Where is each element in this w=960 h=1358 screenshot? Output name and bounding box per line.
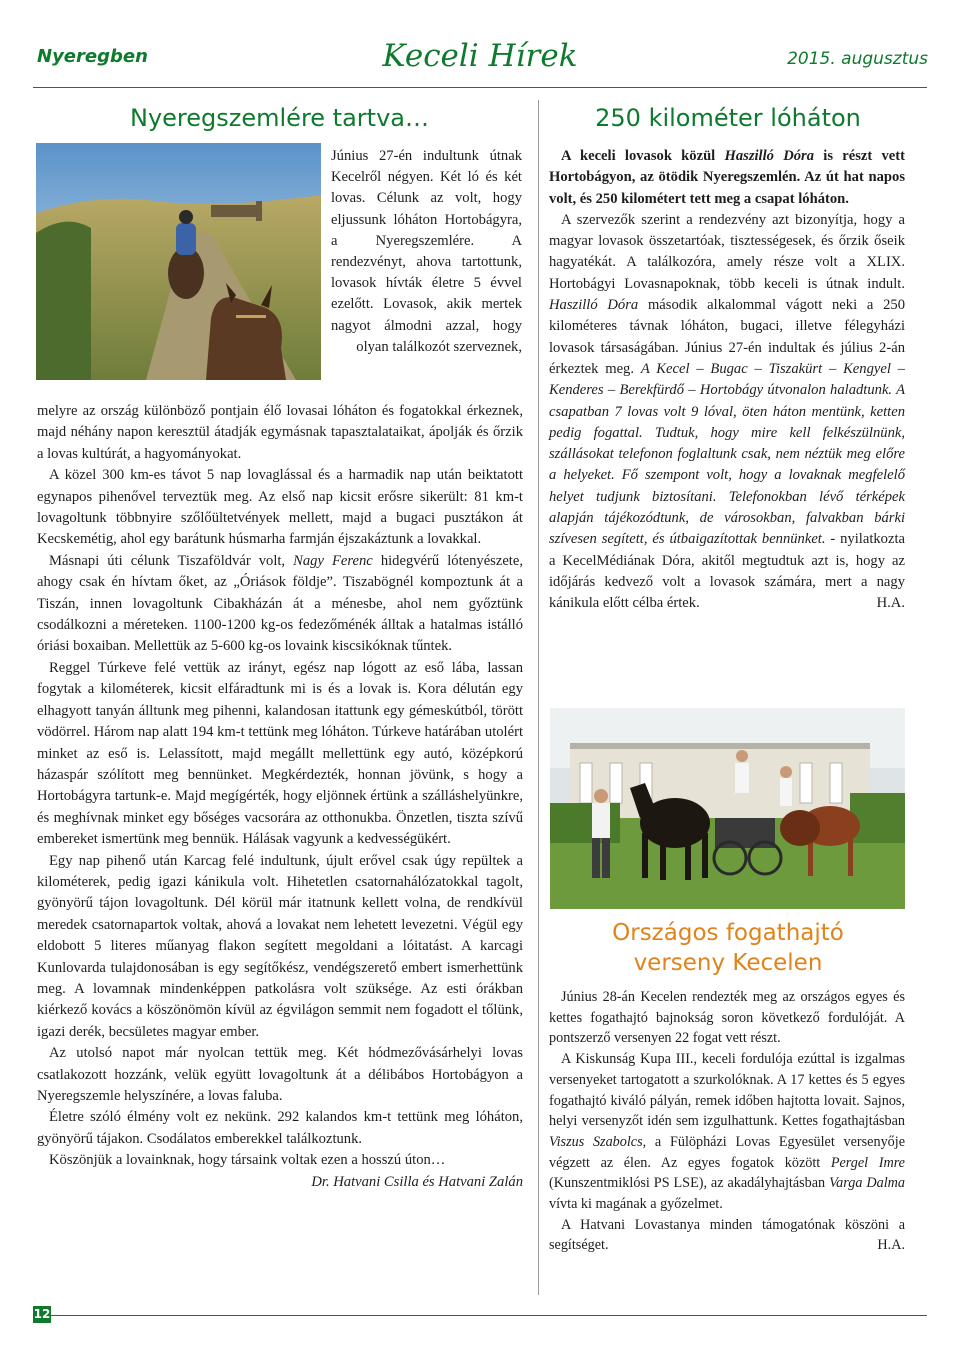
left-article-p6: Az utolsó napot már nyolcan tettük meg. Két hódmezővásárhelyi lovas csatlakozott hozzánk, velük együtt lovagoltunk át a délibábos Hortobágyon a Nyeregszemle helyszínére, a lovas faluba. xyxy=(37,1045,523,1104)
fogat-article-p2: A Kiskunság Kupa III., keceli fordulója ezúttal is izgalmas versenyeket tartogatott a szurkolóknak. A 17 kettes és 5 egyes fogathajtó kiváló pályán, remek időben hajtotta lovait. Sajnos, helyi versenyzőt idén sem izgulhattunk. Kettes fogathajtásban Viszus Szabolcs, a Fülöpházi Lovas Egyesület versenyője végzett az élen. Az egyes fogatok között Pergel Imre (Kunszentmiklósi PS LSE), az akadályhajtásban Varga Dalma vívta ki magának a győzelmet. xyxy=(549,1051,905,1213)
page-number: 12 xyxy=(33,1307,51,1321)
fogat-article-signature: H.A. xyxy=(877,1237,905,1254)
left-article-title: Nyeregszemlére tartva… xyxy=(130,104,429,132)
header-section-label: Nyeregben xyxy=(37,46,148,67)
footer-rule xyxy=(51,1315,927,1316)
issue-date: 2015. augusztus xyxy=(787,49,928,69)
left-article-p8: Köszönjük a lovainknak, hogy társaink voltak ezen a hosszú úton… xyxy=(49,1152,446,1169)
fogat-article-title: Országos fogathajtó verseny Kecelen xyxy=(612,920,844,976)
left-article-p2: A közel 300 km-es távot 5 nap lovaglással és a harmadik nap után beiktatott egynapos pihenővel terveztük meg. Az első nap kicsit erősre sikerült: 81 km-t lovagoltunk többnyire szőlőültetvények mellett, majd a bugaci pusztákon át Kecskemétig, ahol egy barátunk húsmarha farmján éjszakáztunk a lovakkal. xyxy=(37,467,523,548)
masthead-title: Keceli Hírek xyxy=(382,38,578,74)
left-article-intro: Június 27-én indultunk útnak Kecelről négyen. Két ló és két lovas. Célunk az volt, hogy eljussunk lóháton Hortobágyra, a Nyeregszemlére. A rendezvényt, ahova tartottunk, lovasok hívták életre 5 évvel ezelőtt. Lovasok, akik mertek nagyot álmodni azzal, hogy olyan találkozót szerveznek, xyxy=(331,148,522,355)
left-article-p1: melyre az ország különböző pontjain élő lovasai lóháton és fogatokkal érkeznek, majd néhány napon keresztül átadják egymásnak tapasztalataikat, ápolják és őrzik a lovas kultúrát, a hagyományokat. xyxy=(37,403,523,462)
right-article-body: A szervezők szerint a rendezvény azt bizonyítja, hogy a magyar lovasok összetartóak, tisztességesek, és őrzik őseik hagyatékát. A találkozóra, amely része volt a XLIX. Hortobágyi Lovasnapoknak, több keceli is útnak indult. Haszilló Dóra második alkalommal vágott neki a 250 kilométeres távnak lóháton, bugaci, illetve félegyházi lovasok társaságában. Június 27-én indultak és július 2-án érkeztek meg. A Kecel – Bugac – Tiszakürt – Kengyel – Kenderes – Berekfürdő – Hortobágy útvonalon haladtunk. A csapatban 7 lovas volt 9 lóval, öten háton mentünk, ketten pedig fogattal. Tudtuk, hogy mire kell felkészülnünk, szállásokat telefonon foglaltunk csak, nem néztük meg előre a helyeket. Fő szempont volt, hogy a lovaknak megfelelő helyet tudjunk biztosítani. Telefonokban lévő térképek alapján tájékozódtunk, de városokban, falvakban bárki szívesen segített, és útbaigazítottak bennünket. - nyilatkozta a KecelMédiának Dóra, akitől megtudtuk azt is, hogy az időjárás kedvező volt a lovasok számára, mert a nagy kánikula előtt célba értek. H.A. xyxy=(549,210,905,615)
left-article-signature: Dr. Hatvani Csilla és Hatvani Zalán xyxy=(311,1173,523,1190)
left-article-p3: Másnapi úti célunk Tiszaföldvár volt, Nagy Ferenc hidegvérű lótenyészete, ahogy csak én hívtam őket, az „Óriások földje”. Tiszabögnél kompoztunk át a Tiszán, innen lovagoltunk Cibakházán át a ménesbe, ahol nem győztünk csodálkozni a méreteken. 1100-1200 kg-os fedezőménék álltak a hatalmas istálló óriási boxaiban. Mellettük az 5-600 kg-os lovaink kiscsikóknak tűntek. xyxy=(37,552,523,655)
left-article-p7: Életre szóló élmény volt ez nekünk. 292 kalandos km-t tettünk meg lóháton, gyönyörű tájakon. Csodálatos emberekkel találkoztunk. xyxy=(37,1109,523,1147)
fogat-article-p1: Június 28-án Kecelen rendezték meg az országos egyes és kettes fogathajtó bajnokság soron következő fordulóját. A pontszerző versenyen 22 fogat vett részt. xyxy=(549,989,905,1047)
left-article-p5: Egy nap pihenő után Karcag felé indultunk, újult erővel csak úgy repültek a kilométerek, pedig igazi kánikula volt. Hihetetlen csatornahálózatokkal tagolt, gyönyörű tájon lovagoltunk. Dél körül már itatnunk kellett volna, de rendkívül meredek csatornapartok voltak, ahová a lovakat nem lehetett levezetni. Végül egy eldobott 5 literes műanyag flakon segített megoldani a lóitatást. A karcagi Kunlovarda tulajdonosában is egy segítőkész, vendégszerető embert ismerhettünk meg. A lovamnak mindenképpen patkolásra volt szüksége. Az esti órákban kiérkező kovács a köszönömön kívül az égvilágon semmit nem fogadott el tőlünk, igazi derék, becsületes magyar ember. xyxy=(37,852,523,1040)
left-article-p4: Reggel Túrkeve felé vettük az irányt, egész nap lógott az eső lába, lassan fogytak a kilométerek, kicsit elfáradtunk mi is és a lovak is. Kora délután egy elhagyott tanyán álltunk meg pihenni, kalandosan itattunk egy gémeskútból, törött vödörrel. Három nap alatt 194 km-t tettünk meg lóháton. Túrkeve határában utolért minket az eső is. Lelassított, majd megállt mellettünk egy autó, középkorú házaspár szólított meg bennünket. Megkérdezték, honnan jövünk, s hogy a Hortobágyra tartunk-e. Majd megígérték, hogy eljönnek értünk a szálláshelyünkre, és meghívnak minket egy bőséges vacsorára az otthonukba. Önzetlen, tiszta szívű embereket ismertünk meg bennük. Hálásak vagyunk a kedvességükért. xyxy=(37,659,523,848)
right-article-lead: A keceli lovasok közül Haszilló Dóra is részt vett Hortobágyon, az ötödik Nyeregszemlén. Az út hat napos volt, és 250 kilométert tett meg a csapat lóháton. xyxy=(549,148,905,207)
right-article-signature: H.A. xyxy=(876,595,905,612)
riding-photo xyxy=(36,143,321,380)
column-divider xyxy=(538,100,539,1295)
fogat-article-p3: A Hatvani Lovastanya minden támogatónak köszöni a segítséget. H.A. xyxy=(549,1215,905,1256)
header-rule xyxy=(33,87,927,88)
riders-group-photo xyxy=(550,708,905,909)
right-article-title: 250 kilométer lóháton xyxy=(595,104,861,132)
